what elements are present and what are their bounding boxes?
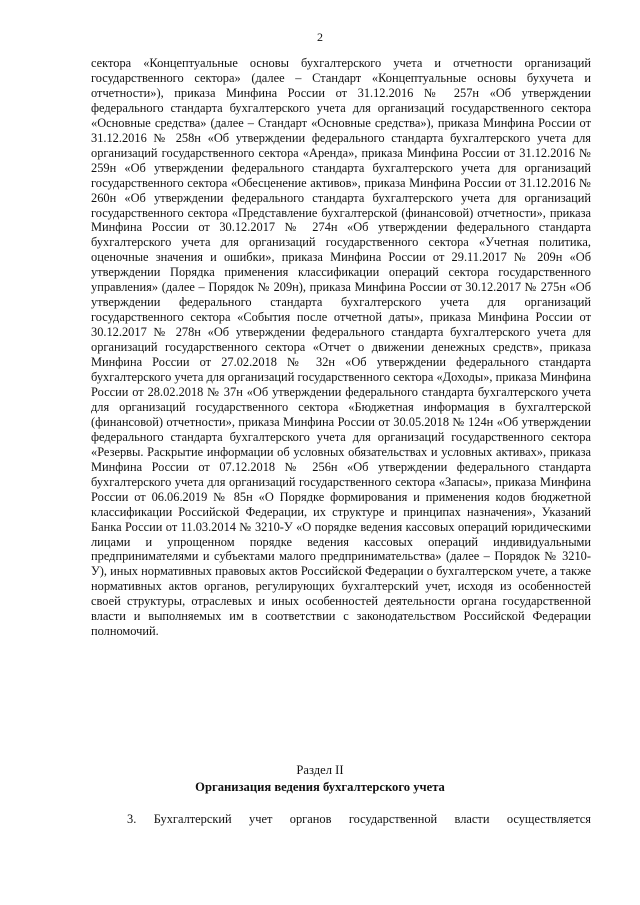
paragraph-3: 3. Бухгалтерский учет органов государственной власти осуществляется <box>127 812 591 826</box>
section-title: Организация ведения бухгалтерского учета <box>195 780 445 794</box>
body-paragraph: сектора «Концептуальные основы бухгалтерского учета и отчетности организаций государственного сектора» (далее – Стандарт «Концептуальные основы бухучета и отчетности»), приказа Минфина России от 31.12.2016 № 257н «Об утверждении федерального стандарта бухгалтерского учета для организаций государственного сектора «Основные средства» (далее – Стандарт «Основные средства»), приказа Минфина России от 31.12.2016 № 258н «Об утверждении федерального стандарта бухгалтерского учета для организаций государственного сектора «Аренда», приказа Минфина России от 31.12.2016 № 259н «Об утверждении федерального стандарта бухгалтерского учета для организаций государственного сектора «Обесценение активов», приказа Минфина России от 31.12.2016 № 260н «Об утверждении федерального стандарта бухгалтерского учета для организаций государственного сектора «Представление бухгалтерской (финансовой) отчетности», приказа Минфина России от 30.12.2017 № 274н «Об утверждении федерального стандарта бухгалтерского учета для организаций государственного сектора «Учетная политика, оценочные значения и ошибки», приказа Минфина России от 29.11.2017 № 209н «Об утверждении Порядка применения классификации операций сектора государственного управления» (далее – Порядок № 209н), приказа Минфина России от 30.12.2017 № 275н «Об утверждении федерального стандарта бухгалтерского учета для организаций государственного сектора «События после отчетной даты», приказа Минфина России от 30.12.2017 № 278н «Об утверждении федерального стандарта бухгалтерского учета для организаций государственного сектора «Отчет о движении денежных средств», приказа Минфина России от 27.02.2018 № 32н «Об утверждении федерального стандарта бухгалтерского учета для организаций государственного сектора «Доходы», приказа Минфина России от 28.02.2018 № 37н «Об утверждении федерального стандарта бухгалтерского учета для организаций государственного сектора «Бюджетная информация в бухгалтерской (финансовой) отчетности», приказа Минфина России от 30.05.2018 № 124н «Об утверждении федерального стандарта бухгалтерского учета для организаций государственного сектора «Резервы. Раскрытие информации об условных обязательствах и условных активах», приказа Минфина России от 07.12.2018 № 256н «Об утверждении федерального стандарта бухгалтерского учета для организаций государственного сектора «Запасы», приказа Минфина России от 06.06.2019 № 85н «О Порядке формирования и применения кодов бюджетной классификации Российской Федерации, их структуре и принципах назначения», Указаний Банка России от 11.03.2014 № 3210-У «О порядке ведения кассовых операций юридическими лицами и упрощенном порядке ведения кассовых операций индивидуальными предпринимателями и субъектами малого предпринимательства» (далее – Порядок № 3210-У), иных нормативных правовых актов Российской Федерации о бухгалтерском учете, а также нормативных актов органов, регулирующих бухгалтерский учет, исходя из особенностей своей структуры, отраслевых и иных особенностей деятельности органа государственной власти и выполняемых им в соответствии с законодательством Российской Федерации полномочий. <box>91 56 591 639</box>
page-number: 2 <box>317 30 323 44</box>
section-label: Раздел II <box>296 763 344 777</box>
